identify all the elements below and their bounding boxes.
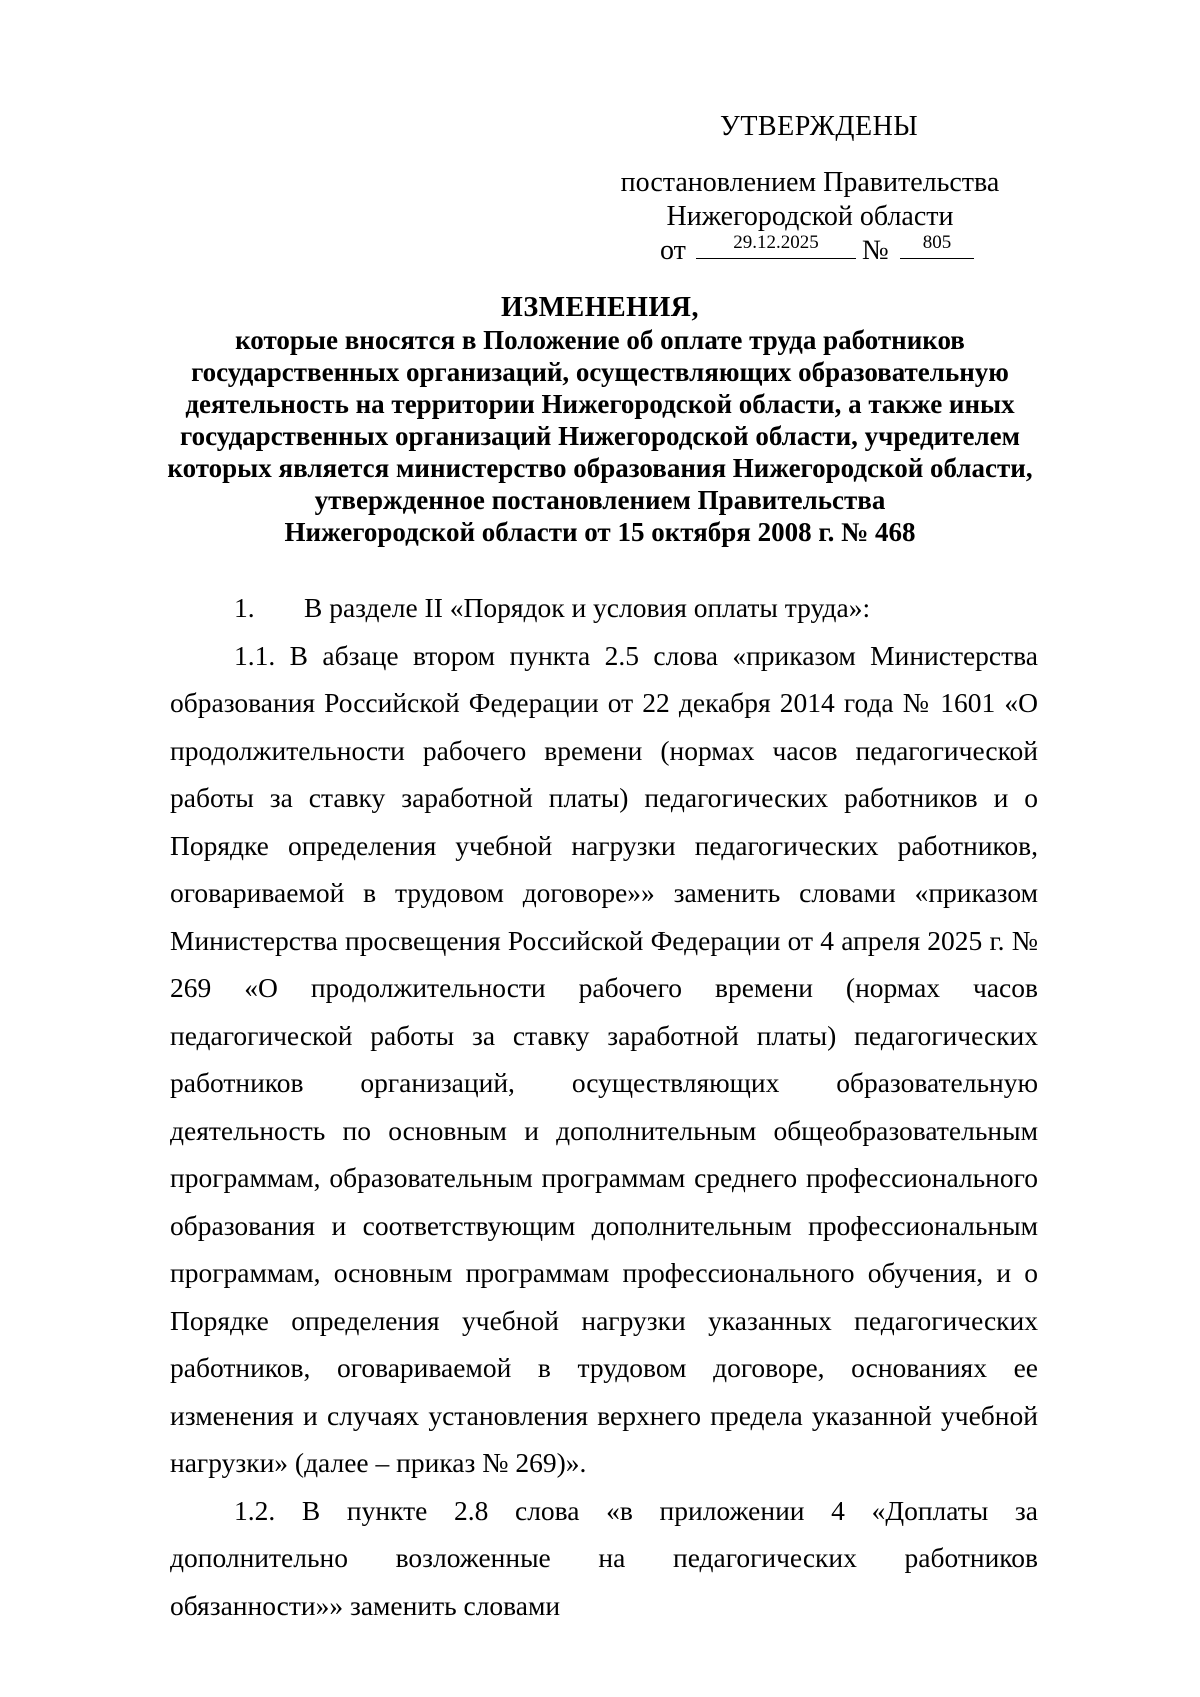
item-1-text: В разделе II «Порядок и условия оплаты труда»: [304, 592, 871, 623]
document-body [170, 584, 1038, 1629]
document-title [150, 292, 1050, 548]
from-label: от [660, 235, 686, 266]
title-line: Нижегородской области от 15 октября 2008 г. № 468 [284, 517, 916, 547]
approval-number: 805 [900, 228, 974, 259]
paragraph-item-1-1: 1.1. В абзаце втором пункта 2.5 слова «приказом Министерства образования Российской Федерации от 22 декабря 2014 года № 1601 «О продолжительности рабочего времени (нормах часов педагогической работы за ставку заработной платы) педагогических работников и о Порядке определения учебной нагрузки педагогических работников, оговариваемой в трудовом договоре»» заменить словами «приказом Министерства просвещения Российской Федерации от 4 апреля 2025 г. № 269 «О продолжительности рабочего времени (нормах часов педагогической работы за ставку заработной платы) педагогических работников организаций, осуществляющих образовательную деятельность по основным и дополнительным общеобразовательным программам, образовательным программам среднего профессионального образования и соответствующим дополнительным профессиональным программам, основным программам профессионального обучения, и о Порядке определения учебной нагрузки указанных педагогических работников, оговариваемой в трудовом договоре, основаниях ее изменения и случаях установления верхнего предела указанной учебной нагрузки» (далее – приказ № 269)». [170, 639, 1038, 1478]
title-line: которых является министерство образования Нижегородской области, [167, 453, 1033, 483]
approval-line-resolution: постановлением Правительства [620, 167, 1000, 198]
title-line: деятельность на территории Нижегородской области, а также иных [185, 389, 1015, 419]
paragraph-item-1-2: 1.2. В пункте 2.8 слова «в приложении 4 «Доплаты за дополнительно возложенные на педагогических работников обязанности»» заменить словами [170, 1494, 1038, 1621]
item-1-number: 1. [234, 592, 255, 623]
title-line: государственных организаций, осуществляющих образовательную [191, 357, 1009, 387]
paragraph-item-1 [170, 584, 1038, 632]
approval-date: 29.12.2025 [696, 228, 856, 259]
title-line: государственных организаций Нижегородской области, учредителем [180, 421, 1020, 451]
number-sign: № [862, 235, 889, 266]
title-heading: ИЗМЕНЕНИЯ, [501, 292, 699, 323]
approval-date-line [660, 234, 1020, 270]
title-line: утвержденное постановлением Правительства [314, 485, 886, 515]
approved-heading: УТВЕРЖДЕНЫ [720, 111, 919, 142]
approval-line-region: Нижегородской области [666, 201, 954, 232]
title-line: которые вносятся в Положение об оплате труда работников [235, 325, 965, 355]
